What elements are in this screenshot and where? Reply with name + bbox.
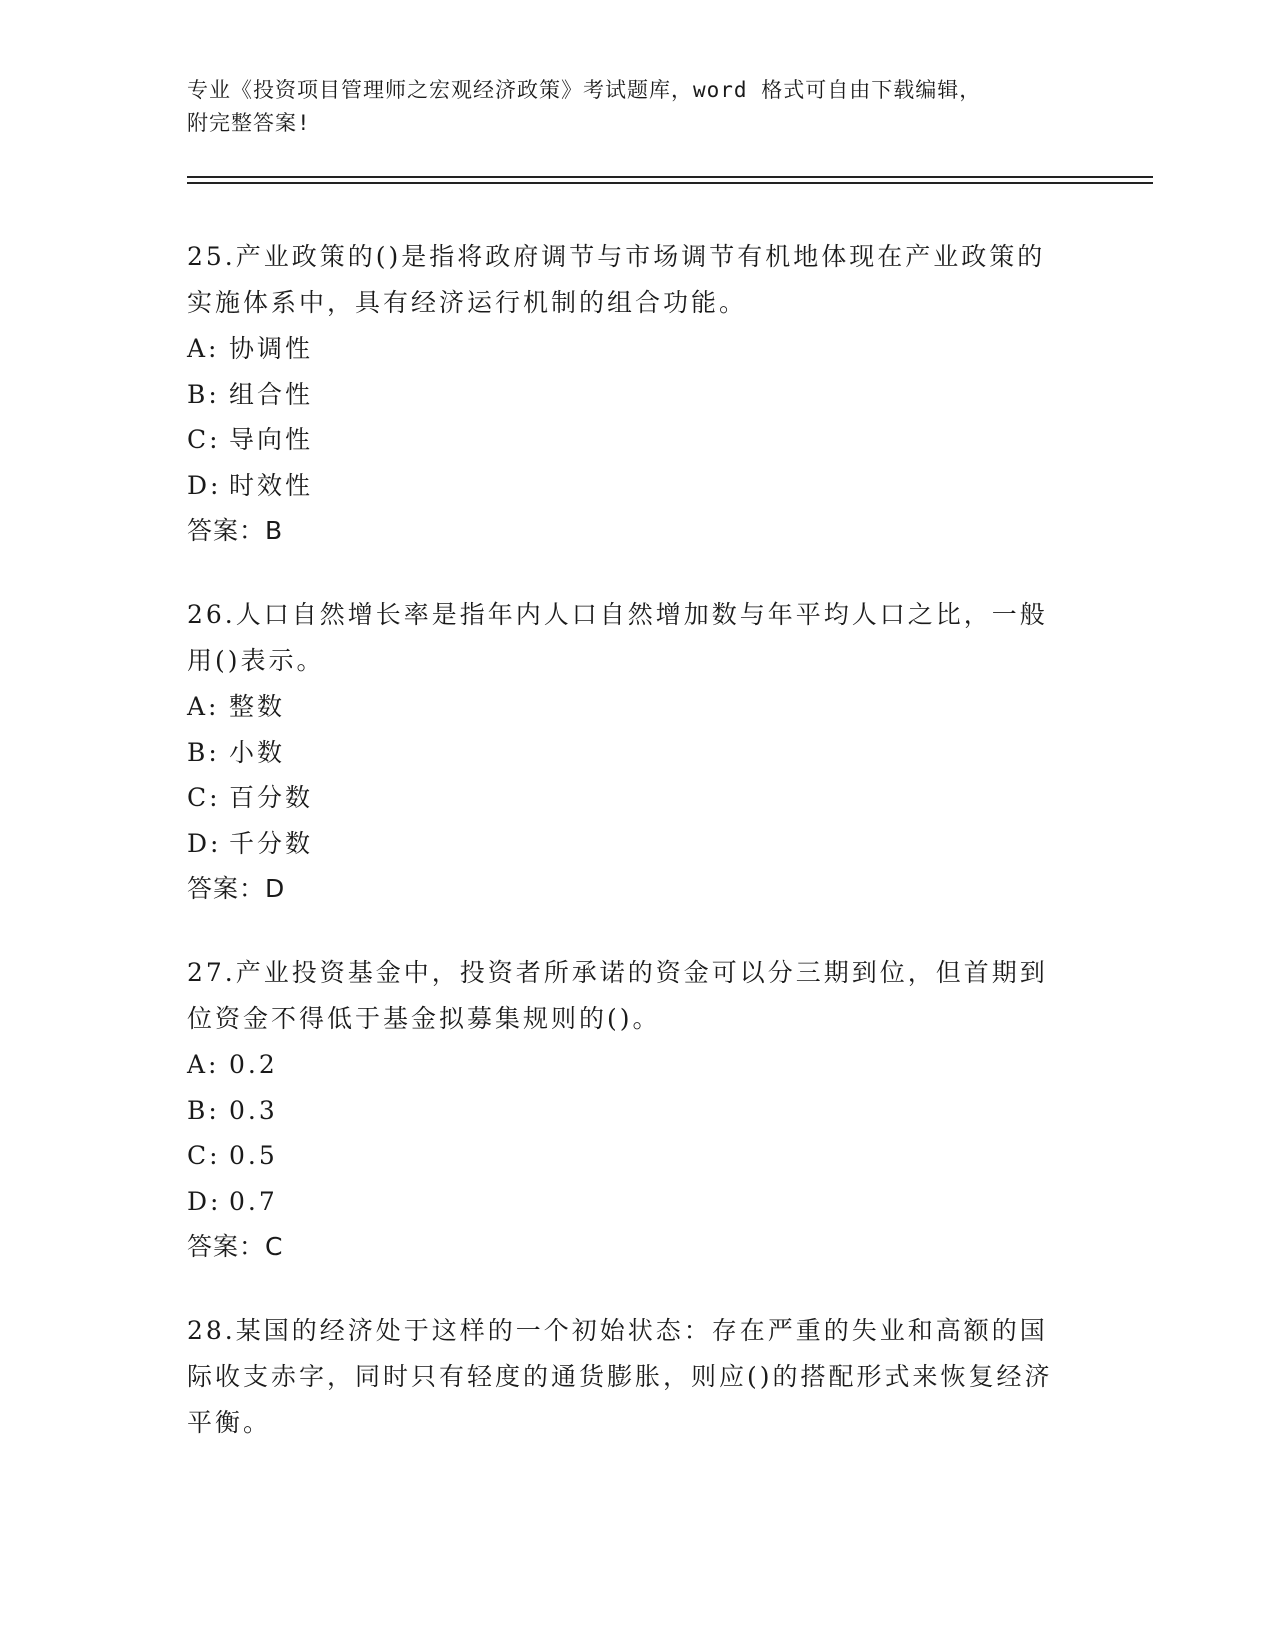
option-d: [187, 821, 1067, 867]
option-text: 0.5: [229, 1141, 278, 1170]
header-line-1: 专业《投资项目管理师之宏观经济政策》考试题库，word 格式可自由下载编辑，: [187, 78, 982, 102]
option-b: [187, 1088, 1067, 1134]
question-list: [187, 234, 1067, 1484]
document-header: [187, 74, 1067, 140]
header-divider-top: [187, 176, 1153, 178]
option-text: 时效性: [229, 470, 314, 500]
question-27: [187, 950, 1067, 1270]
option-a: [187, 326, 1067, 372]
option-text: 组合性: [229, 379, 314, 409]
question-28: [187, 1308, 1067, 1446]
option-b: [187, 730, 1067, 776]
option-letter: A:: [187, 1050, 220, 1079]
header-divider-bottom: [187, 182, 1153, 184]
option-letter: C:: [187, 425, 221, 454]
option-letter: D:: [187, 470, 222, 500]
option-a: [187, 1042, 1067, 1088]
question-stem: 26.人口自然增长率是指年内人口自然增加数与年平均人口之比，一般用()表示。: [187, 600, 1048, 675]
answer-line: 答案：B: [187, 516, 284, 545]
question-stem: 28.某国的经济处于这样的一个初始状态：存在严重的失业和高额的国际收支赤字，同时只有轻度的通货膨胀，则应()的搭配形式来恢复经济平衡。: [187, 1316, 1053, 1437]
option-a: [187, 684, 1067, 730]
option-text: 导向性: [229, 425, 314, 454]
option-letter: C:: [187, 783, 221, 812]
option-letter: A:: [187, 334, 220, 363]
question-26: [187, 592, 1067, 912]
question-stem: 25.产业政策的()是指将政府调节与市场调节有机地体现在产业政策的实施体系中，具有经济运行机制的组合功能。: [187, 242, 1046, 317]
option-text: 0.2: [229, 1050, 278, 1079]
option-c: [187, 775, 1067, 821]
option-c: [187, 1133, 1067, 1179]
option-text: 0.7: [229, 1186, 278, 1216]
option-d: [187, 1179, 1067, 1225]
option-letter: B:: [187, 1095, 220, 1125]
option-d: [187, 463, 1067, 509]
option-text: 整数: [229, 692, 286, 721]
answer-line: 答案：C: [187, 1232, 284, 1261]
answer-line: 答案：D: [187, 874, 286, 903]
option-letter: D:: [187, 828, 222, 858]
option-text: 协调性: [229, 334, 314, 363]
option-b: [187, 372, 1067, 418]
option-text: 千分数: [229, 828, 314, 858]
option-text: 百分数: [229, 783, 314, 812]
option-letter: B:: [187, 737, 220, 767]
option-letter: D:: [187, 1186, 222, 1216]
option-text: 小数: [229, 737, 286, 767]
question-stem: 27.产业投资基金中，投资者所承诺的资金可以分三期到位，但首期到位资金不得低于基金拟募集规则的()。: [187, 958, 1048, 1033]
option-text: 0.3: [229, 1095, 278, 1125]
option-letter: A:: [187, 692, 220, 721]
option-letter: C:: [187, 1141, 221, 1170]
option-letter: B:: [187, 379, 220, 409]
option-c: [187, 417, 1067, 463]
question-25: [187, 234, 1067, 554]
header-line-2: 附完整答案!: [187, 111, 311, 135]
